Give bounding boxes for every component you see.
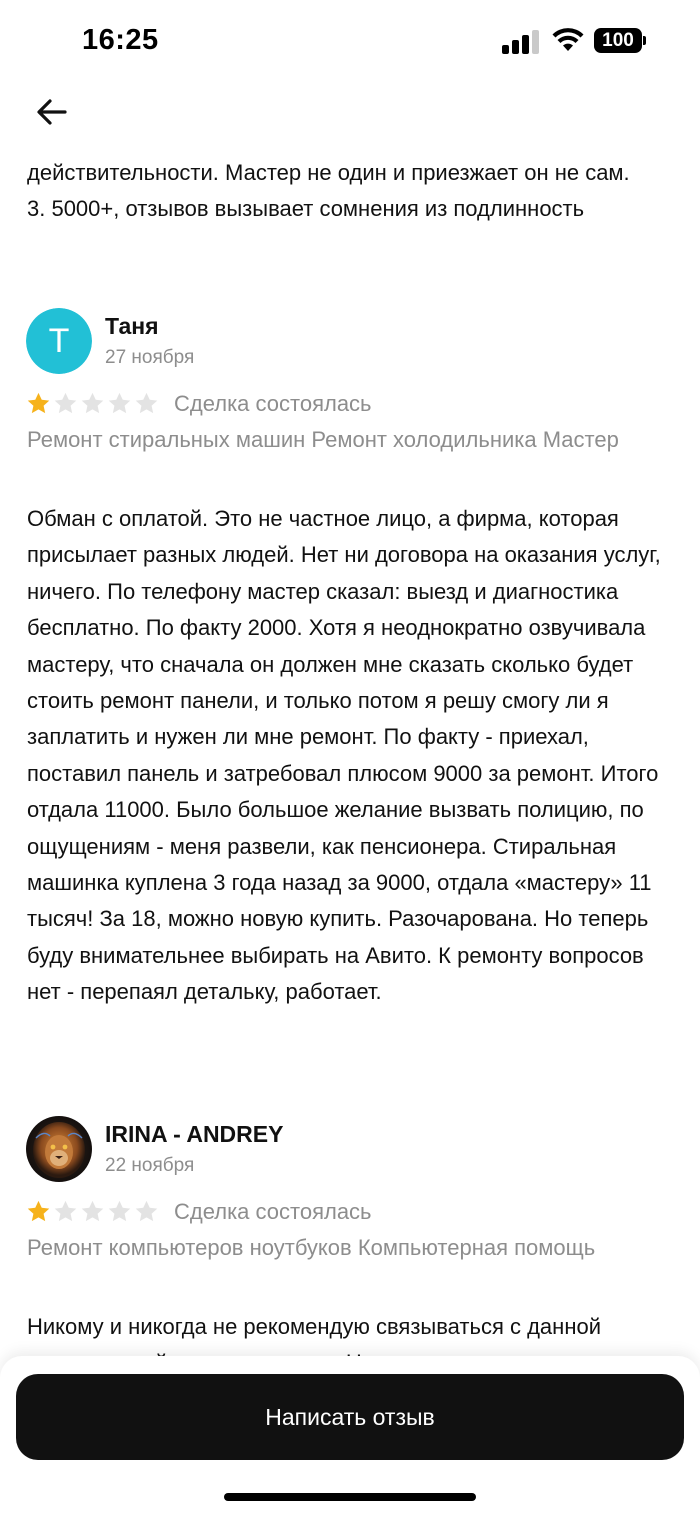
star-empty-icon [53, 1199, 78, 1224]
wifi-icon [552, 27, 584, 53]
avatar-letter: T [26, 308, 92, 374]
battery-level: 100 [594, 28, 642, 53]
star-empty-icon [53, 391, 78, 416]
arrow-left-icon[interactable] [30, 92, 74, 132]
review-service: Ремонт стиральных машин Ремонт холодильника Мастер [27, 427, 619, 452]
battery-icon [594, 28, 646, 53]
review-author[interactable]: IRINA - ANDREY [105, 1121, 284, 1147]
review-text: Обман с оплатой. Это не частное лицо, а фирма, которая присылает разных людей. Нет ни договора на оказания услуг, ничего. По телефону мастер сказал: выезд и диагностика бесплатно. По факту 2000. Хотя я неоднократно озвучивала мастеру, что сначала он должен мне сказать сколько будет стоить ремонт панели, и только потом я решу смогу ли я заплатить и нужен ли мне ремонт. По факту - приехал, поставил панель и затребовал плюсом 9000 за ремонт. Итого отдала 11000. Было большое желание вызвать полицию, по ощущениям - меня развели, как пенсионера. Стиральная машинка куплена 3 года назад за 9000, отдала «мастеру» 11 тысяч! За 18, можно новую купить. Разочарована. Но теперь буду внимательнее выбирать на Авито. К ремонту вопросов нет - перепаял детальку, работает. [27, 506, 661, 1005]
home-indicator[interactable] [224, 1493, 476, 1501]
write-review-button[interactable]: Написать отзыв [16, 1374, 684, 1460]
star-empty-icon [107, 391, 132, 416]
review-service: Ремонт компьютеров ноутбуков Компьютерная помощь [27, 1235, 596, 1260]
review-date: 27 ноября [105, 347, 195, 368]
star-filled-icon [26, 391, 51, 416]
star-filled-icon [26, 1199, 51, 1224]
status-bar [0, 0, 700, 84]
deal-status: Сделка состоялась [174, 391, 372, 416]
lion-avatar-icon [26, 1116, 92, 1182]
bottom-action-bar [0, 1356, 700, 1515]
review-author[interactable]: Таня [105, 313, 159, 339]
star-empty-icon [134, 1199, 159, 1224]
star-empty-icon [80, 1199, 105, 1224]
star-empty-icon [80, 391, 105, 416]
star-empty-icon [107, 1199, 132, 1224]
review-text: Никому и никогда не рекомендую связываться с данной [27, 1314, 601, 1339]
rating-stars [26, 391, 159, 417]
deal-status: Сделка состоялась [174, 1199, 372, 1224]
previous-review-text: действительности. Мастер не один и приезжает он не сам. 3. 5000+, отзывов вызывает сомнения из подлинность [27, 160, 630, 221]
cellular-signal-icon [502, 30, 542, 54]
star-empty-icon [134, 391, 159, 416]
avatar[interactable] [26, 1116, 92, 1182]
status-time: 16:25 [82, 24, 159, 56]
review-date: 22 ноября [105, 1155, 195, 1176]
rating-stars [26, 1199, 159, 1225]
avatar[interactable] [26, 308, 92, 374]
reviews-list[interactable] [0, 155, 700, 1375]
